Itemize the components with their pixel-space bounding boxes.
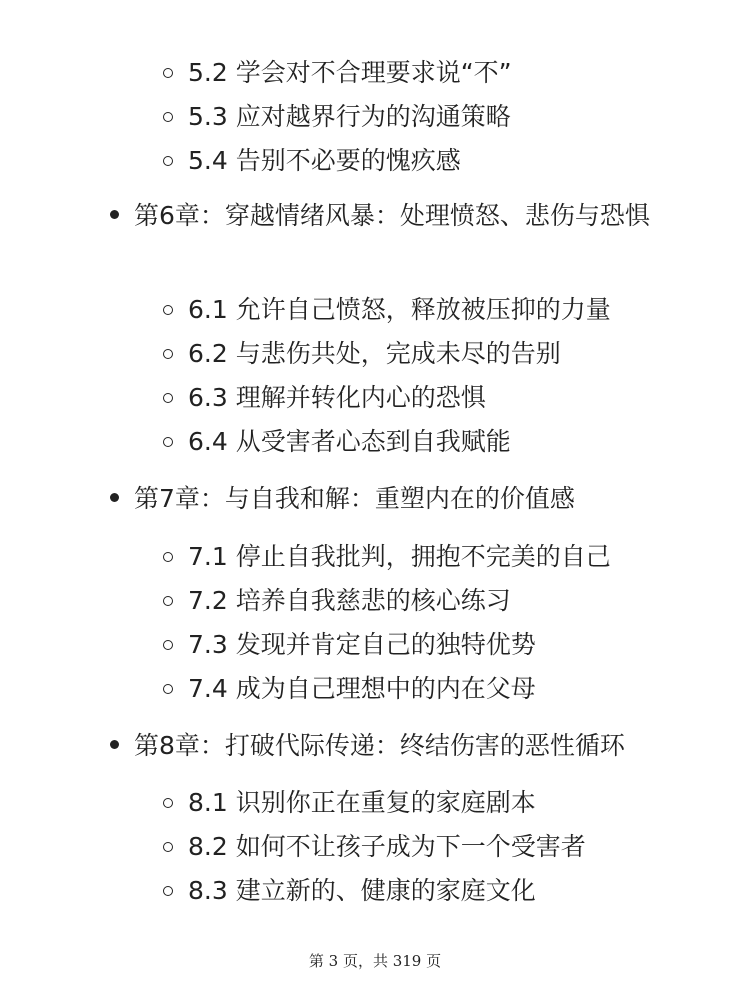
toc-section-label: 6.3 理解并转化内心的恐惧 <box>188 383 486 412</box>
hollow-bullet-icon <box>163 305 173 315</box>
toc-section-label: 5.3 应对越界行为的沟通策略 <box>188 102 511 131</box>
hollow-bullet-icon <box>163 437 173 447</box>
toc-section-label: 8.2 如何不让孩子成为下一个受害者 <box>188 832 586 861</box>
toc-chapter-title: 第8章：打破代际传递：终结伤害的恶性循环 <box>134 731 625 760</box>
hollow-bullet-icon <box>163 68 173 78</box>
toc-chapter-title: 第6章：穿越情绪风暴：处理愤怒、悲伤与恐惧 <box>134 201 650 230</box>
toc-section-label: 7.1 停止自我批判，拥抱不完美的自己 <box>188 542 611 571</box>
filled-bullet-icon <box>110 493 119 502</box>
hollow-bullet-icon <box>163 393 173 403</box>
toc-section-label: 5.2 学会对不合理要求说“不” <box>188 58 512 87</box>
hollow-bullet-icon <box>163 596 173 606</box>
toc-section-label: 7.2 培养自我慈悲的核心练习 <box>188 586 511 615</box>
hollow-bullet-icon <box>163 552 173 562</box>
toc-section-label: 7.4 成为自己理想中的内在父母 <box>188 674 536 703</box>
toc-section-label: 6.1 允许自己愤怒，释放被压抑的力量 <box>188 295 611 324</box>
filled-bullet-icon <box>110 740 119 749</box>
hollow-bullet-icon <box>163 842 173 852</box>
hollow-bullet-icon <box>163 798 173 808</box>
toc-chapter-title: 第7章：与自我和解：重塑内在的价值感 <box>134 484 575 513</box>
filled-bullet-icon <box>110 210 119 219</box>
hollow-bullet-icon <box>163 684 173 694</box>
page-number-footer: 第 3 页，共 319 页 <box>308 952 442 970</box>
hollow-bullet-icon <box>163 886 173 896</box>
hollow-bullet-icon <box>163 640 173 650</box>
toc-section-label: 6.4 从受害者心态到自我赋能 <box>188 427 511 456</box>
hollow-bullet-icon <box>163 156 173 166</box>
hollow-bullet-icon <box>163 112 173 122</box>
hollow-bullet-icon <box>163 349 173 359</box>
toc-section-label: 8.3 建立新的、健康的家庭文化 <box>188 876 536 905</box>
toc-section-label: 5.4 告别不必要的愧疚感 <box>188 146 461 175</box>
toc-section-label: 8.1 识别你正在重复的家庭剧本 <box>188 788 536 817</box>
toc-section-label: 7.3 发现并肯定自己的独特优势 <box>188 630 536 659</box>
toc-section-label: 6.2 与悲伤共处，完成未尽的告别 <box>188 339 561 368</box>
